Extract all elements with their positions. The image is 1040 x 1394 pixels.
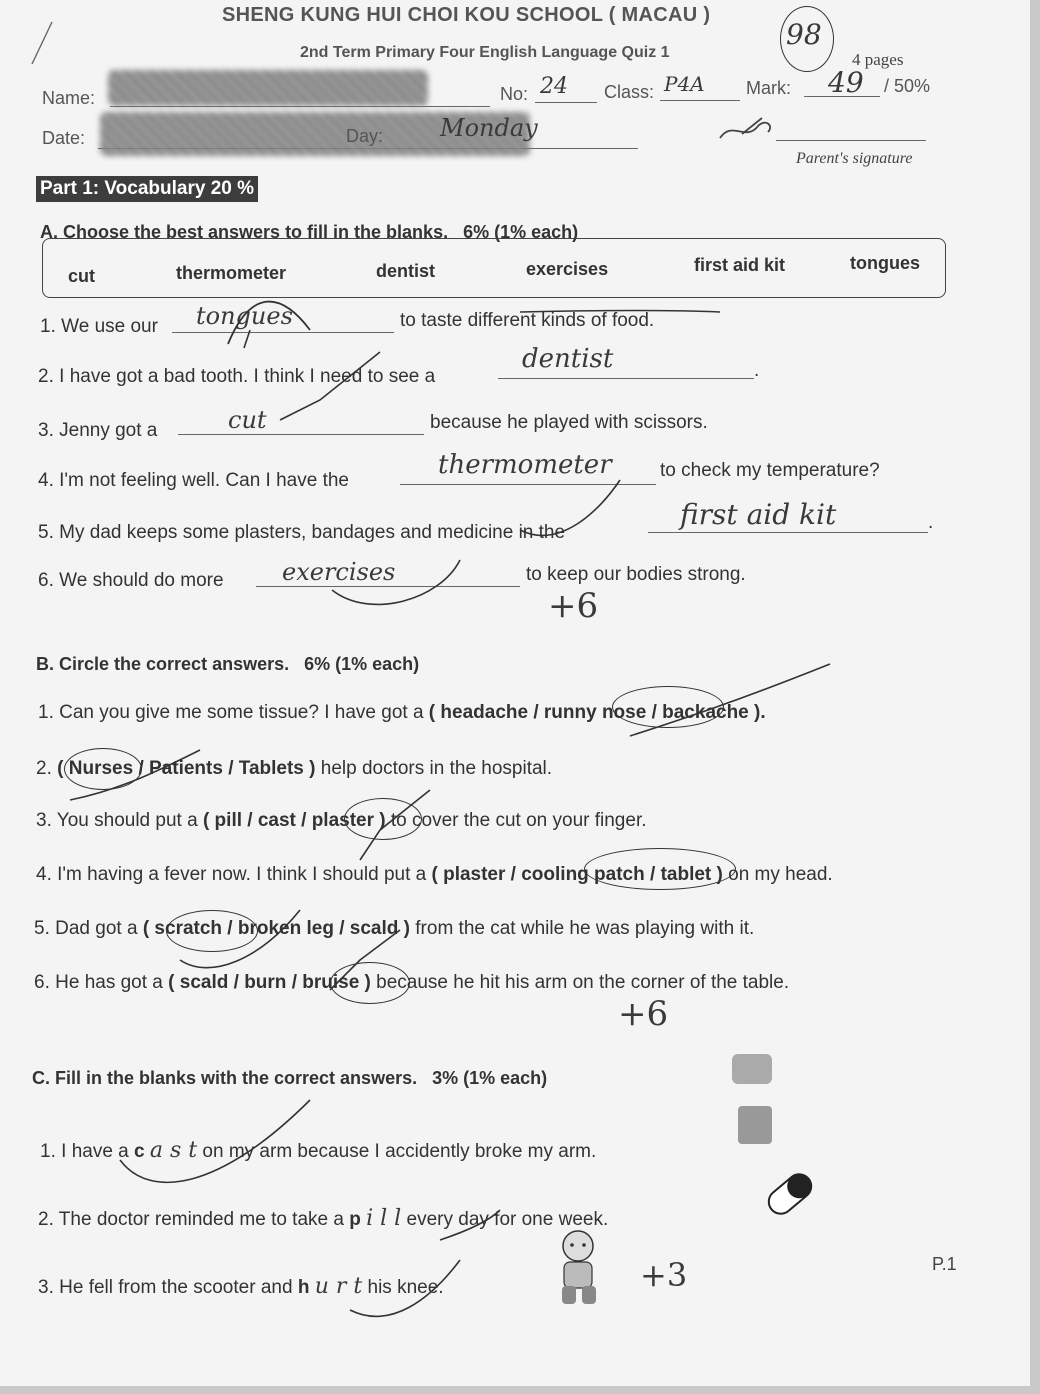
question-a2-after: . <box>754 360 760 381</box>
question-a4: 4. I'm not feeling well. Can I have the <box>38 470 349 491</box>
redacted-name <box>108 70 428 106</box>
question-c2: 2. The doctor reminded me to take a p i l l every day for one week. <box>38 1206 609 1231</box>
question-b6: 6. He has got a ( scald / burn / bruise ) because he hit his arm on the corner of the table. <box>34 972 790 993</box>
answer-a4: thermometer <box>438 450 612 480</box>
section-b-score: +6 <box>618 994 669 1034</box>
section-a-score: +6 <box>548 586 599 626</box>
question-b5: 5. Dad got a ( scratch / broken leg / scald ) from the cat while he was playing with it. <box>34 918 755 939</box>
word-bank-item: tongues <box>850 253 920 273</box>
pen-stroke-mark <box>28 18 58 68</box>
answer-a6: exercises <box>282 558 396 586</box>
section-b-marks: 6% (1% each) <box>304 654 420 674</box>
day-value: Monday <box>440 114 538 142</box>
signature-line <box>776 140 926 141</box>
number-value: 24 <box>540 74 568 99</box>
class-value: P4A <box>664 72 705 96</box>
cast-picture <box>728 1050 778 1150</box>
tick-mark <box>220 300 740 640</box>
word-bank-item: cut <box>68 266 95 286</box>
word-bank-item: dentist <box>376 261 436 281</box>
question-a6: 6. We should do more <box>38 570 224 591</box>
section-b-instruction: B. Circle the correct answers. <box>36 654 290 674</box>
section-a-marks: 6% (1% each) <box>463 222 579 242</box>
name-label: Name: <box>42 88 96 108</box>
mark-value: 49 <box>828 66 864 99</box>
word-bank-item: thermometer <box>176 263 287 283</box>
date-label: Date: <box>42 128 86 148</box>
tick-mark <box>60 660 840 1000</box>
page-number: P.1 <box>932 1254 957 1274</box>
question-c3: 3. He fell from the scooter and h u r t his knee. <box>38 1274 444 1299</box>
answer-a3: cut <box>228 406 267 434</box>
question-b3: 3. You should put a ( pill / cast / plaster ) to cover the cut on your finger. <box>36 810 647 831</box>
section-c-score: +3 <box>640 1256 688 1294</box>
tick-mark <box>110 1080 510 1340</box>
answer-a2: dentist <box>522 344 614 374</box>
answer-a1: tongues <box>196 302 293 330</box>
question-a4-after: to check my temperature? <box>660 460 880 481</box>
section-c-marks: 3% (1% each) <box>432 1068 548 1088</box>
word-bank-item: exercises <box>526 259 609 279</box>
parent-signature-mark <box>712 112 782 146</box>
parent-signature-label: Parent's signature <box>796 150 913 167</box>
page-count: 4 pages <box>852 50 904 69</box>
question-b4: 4. I'm having a fever now. I think I should put a ( plaster / cooling patch / tablet ) on my head. <box>36 864 833 885</box>
mark-label: Mark: <box>746 78 791 98</box>
question-a5-after: . <box>928 512 934 533</box>
question-a2: 2. I have got a bad tooth. I think I need to see a <box>38 366 436 387</box>
number-label: No: <box>500 84 529 104</box>
question-a1: 1. We use our <box>40 316 158 337</box>
question-a1-after: to taste different kinds of food. <box>400 310 655 331</box>
quiz-title: 2nd Term Primary Four English Language Quiz 1 <box>300 44 670 61</box>
question-a6-after: to keep our bodies strong. <box>526 564 746 585</box>
school-name: SHENG KUNG HUI CHOI KOU SCHOOL ( MACAU ) <box>222 4 711 26</box>
section-a-instruction: A. Choose the best answers to fill in the blanks. <box>40 222 449 242</box>
question-a3-after: because he played with scissors. <box>430 412 708 433</box>
question-c1: 1. I have a c a s t on my arm because I accidently broke my arm. <box>40 1138 597 1163</box>
question-a3: 3. Jenny got a <box>38 420 158 441</box>
pill-picture <box>760 1164 820 1224</box>
part1-banner: Part 1: Vocabulary 20 % <box>36 176 258 202</box>
name-line <box>110 106 490 107</box>
question-a5: 5. My dad keeps some plasters, bandages and medicine in the <box>38 522 566 543</box>
score-circle-value: 98 <box>786 18 822 51</box>
answer-a5: first aid kit <box>680 498 837 531</box>
day-label: Day: <box>346 126 384 146</box>
section-c-instruction: C. Fill in the blanks with the correct answers. <box>32 1068 418 1088</box>
number-line <box>535 102 597 103</box>
question-b2: 2. ( Nurses / Patients / Tablets ) help doctors in the hospital. <box>36 758 553 779</box>
hurt-boy-picture <box>552 1226 606 1308</box>
mark-total: / 50% <box>884 76 931 96</box>
question-b1: 1. Can you give me some tissue? I have got a ( headache / runny nose / backache ). <box>38 702 766 723</box>
word-bank-item: first aid kit <box>694 255 786 275</box>
class-label: Class: <box>604 82 655 102</box>
class-line <box>660 100 740 101</box>
